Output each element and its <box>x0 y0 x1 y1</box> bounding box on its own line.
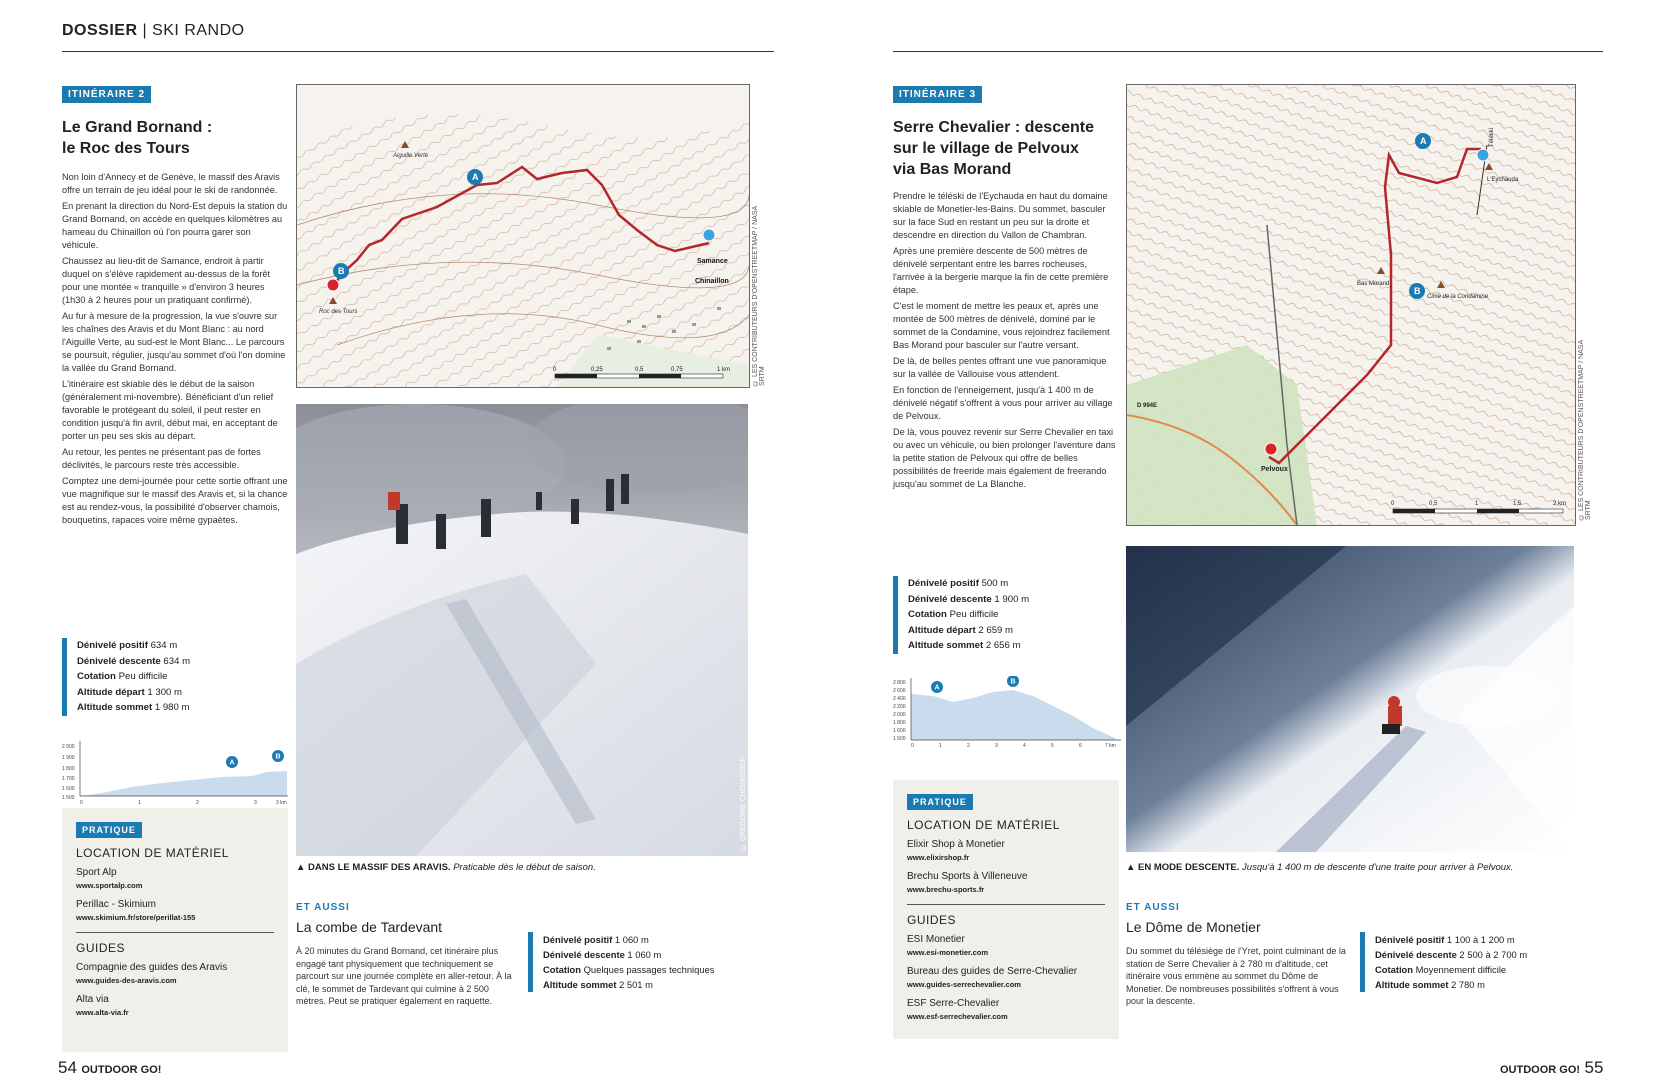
stat-row: Dénivelé positif 500 m <box>908 578 1009 589</box>
pratique-box <box>62 808 288 1052</box>
svg-text:2 000: 2 000 <box>893 712 906 718</box>
header-rule-left <box>62 51 774 52</box>
svg-text:A: A <box>229 759 235 767</box>
map-label: Aiguille Verte <box>393 153 429 159</box>
svg-text:1,5: 1,5 <box>1513 501 1522 507</box>
page-number: 54 <box>58 1058 77 1077</box>
et-aussi-stats <box>528 932 768 992</box>
photo-caption: ▲ DANS LE MASSIF DES ARAVIS. Praticable dès le début de saison. <box>296 862 596 873</box>
photo-credit: © GUILLAUME LESCA <box>1564 800 1578 850</box>
topo-map-svg <box>297 85 749 387</box>
guide-item: ESF Serre-Chevalier www.esf-serrechevalier.com <box>907 997 1105 1023</box>
guide-link[interactable]: www.guides-des-aravis.com <box>76 976 177 985</box>
title-line: sur le village de Pelvoux <box>893 140 1079 157</box>
section-header <box>62 22 245 40</box>
stat-row: Cotation Moyennement difficile <box>1375 964 1507 975</box>
et-aussi-tag: ET AUSSI <box>1126 902 1180 913</box>
stat-row: Dénivelé positif 1 100 à 1 200 m <box>1375 934 1515 945</box>
profile-x-label: 1 <box>138 800 141 804</box>
svg-text:0: 0 <box>553 367 557 373</box>
svg-text:B: B <box>1010 678 1016 686</box>
stat-row: Altitude départ 1 300 m <box>77 686 183 698</box>
svg-text:2 600: 2 600 <box>893 688 906 694</box>
svg-text:0,5: 0,5 <box>1429 501 1438 507</box>
profile-x-label: 2 <box>196 800 199 804</box>
profile-y-label: 1 500 <box>62 795 75 801</box>
svg-text:2 400: 2 400 <box>893 696 906 702</box>
page-number: 55 <box>1584 1058 1604 1077</box>
et-aussi-stats <box>1360 932 1590 992</box>
et-aussi-text: Du sommet du télésiège de l'Yret, point culminant de la station de Serre Chevalier à 2 780 m d'altitude, cet itinéraire vous emmène au sommet du Dôme de Monetier. De nombreuses possibilités s'offrent à vous pour la descente. <box>1126 946 1346 1006</box>
shop-link[interactable]: www.skimium.fr/store/perillat-155 <box>76 913 196 922</box>
et-aussi-text: À 20 minutes du Grand Bornand, cet itinéraire plus engagé tant physiquement que techniquement se parcourt sur une journée complète en aller-retour. À la clé, le sommet de Tardevant qui culmine à 2 500 mètres. Peut se pratiquer également en raquette. <box>296 946 512 1006</box>
et-aussi-title: Le Dôme de Monetier <box>1126 919 1261 935</box>
profile-y-label: 1 800 <box>62 766 75 772</box>
guide-link[interactable]: www.esi-monetier.com <box>907 948 988 957</box>
svg-text:1 800: 1 800 <box>893 720 906 726</box>
rental-item: Perillac - Skimium www.skimium.fr/store/perillat-155 <box>76 898 274 924</box>
map-label: Bas Morand <box>1357 281 1390 287</box>
et-aussi-block <box>296 902 516 1008</box>
profile-area <box>911 690 1115 740</box>
map-label: Pelvoux <box>1261 466 1288 473</box>
svg-text:A: A <box>1420 136 1427 146</box>
svg-text:4: 4 <box>1023 743 1026 748</box>
svg-text:0: 0 <box>911 743 914 748</box>
itinerary-tag: ITINÉRAIRE 3 <box>893 86 982 103</box>
stat-row: Dénivelé descente 2 500 à 2 700 m <box>1375 949 1528 960</box>
route-map <box>296 84 750 388</box>
stats-box <box>62 638 287 716</box>
stat-row: Cotation Quelques passages techniques <box>543 964 715 975</box>
et-aussi-title: La combe de Tardevant <box>296 919 443 935</box>
svg-text:1: 1 <box>939 743 942 748</box>
map-label: Roc des Tours <box>319 309 358 315</box>
brand-logo: OUTDOOR GO! <box>81 1064 162 1076</box>
svg-text:0,25: 0,25 <box>591 367 603 373</box>
svg-text:1: 1 <box>1475 501 1479 507</box>
stat-row: Altitude sommet 2 656 m <box>908 640 1021 651</box>
ski-photo <box>1126 546 1574 852</box>
paragraph: Après une première descente de 500 mètres de dénivelé serpentant entre les barres rocheuses, l'arrivée à la bergerie marque la fin de cette première étape. <box>893 246 1109 295</box>
rental-item: Sport Alp www.sportalp.com <box>76 866 274 892</box>
stat-row: Altitude sommet 2 780 m <box>1375 979 1485 990</box>
article-body <box>62 171 288 527</box>
stat-row: Altitude départ 2 659 m <box>908 624 1014 636</box>
article-title <box>893 117 1119 180</box>
triangle-icon: ▲ <box>296 862 306 873</box>
stat-row: Dénivelé positif 634 m <box>77 640 178 651</box>
guides-title: GUIDES <box>76 941 126 955</box>
stat-row: Cotation Peu difficile <box>77 671 168 682</box>
guides-title: GUIDES <box>907 913 957 927</box>
rental-item: Brechu Sports à Villeneuve www.brechu-sports.fr <box>907 870 1105 896</box>
map-label: D 994E <box>1137 403 1158 409</box>
stat-row: Altitude sommet 1 980 m <box>77 702 190 713</box>
map-label: Samance <box>697 258 728 265</box>
left-article <box>62 84 288 530</box>
brand-logo: OUTDOOR GO! <box>1500 1064 1581 1076</box>
svg-text:2 800: 2 800 <box>893 680 906 686</box>
stat-row: Dénivelé descente 634 m <box>77 655 191 667</box>
paragraph: De là, vous pouvez revenir sur Serre Chevalier en taxi ou avec un véhicule, ou bien prolonger l'aventure dans la petite station de Pelvoux qui offre de belles possibilités de freeride mais également de freerando jusqu'au sommet de La Blanche. <box>893 427 1116 489</box>
profile-y-label: 1 600 <box>62 786 75 792</box>
et-aussi-block <box>1126 902 1346 1008</box>
guide-item: Bureau des guides de Serre-Chevalier www.guides-serrechevalier.com <box>907 965 1105 991</box>
stat-row: Dénivelé descente 1 900 m <box>908 593 1030 605</box>
title-line: Serre Chevalier : descente <box>893 119 1094 136</box>
guide-link[interactable]: www.guides-serrechevalier.com <box>907 980 1021 989</box>
stats-box <box>893 576 1118 654</box>
guide-item: Alta via www.alta-via.fr <box>76 993 274 1019</box>
end-pin-icon <box>327 279 339 291</box>
photo-svg <box>1126 546 1574 852</box>
stat-row: Dénivelé positif 1 060 m <box>543 934 649 945</box>
svg-text:0: 0 <box>1391 501 1395 507</box>
svg-text:0,5: 0,5 <box>635 367 644 373</box>
page-footer-right <box>1500 1058 1603 1078</box>
map-label: Téléski <box>1489 127 1495 147</box>
svg-text:5: 5 <box>1051 743 1054 748</box>
svg-text:0,75: 0,75 <box>671 367 683 373</box>
start-pin-icon <box>703 229 715 241</box>
divider <box>76 932 274 933</box>
svg-text:1 km: 1 km <box>717 367 731 373</box>
paragraph: Au retour, les pentes ne présentant pas de fortes déclivités, le parcours reste très accessible. <box>62 447 261 470</box>
paragraph: Prendre le téléski de l'Eychauda en haut du domaine skiable de Monetier-les-Bains. Du sommet, basculer sur la face Sud en restant un peu sur la droite et descendre en direction du Vallon de Chambran. <box>893 191 1108 240</box>
shop-link[interactable]: www.elixirshop.fr <box>907 853 970 862</box>
profile-area <box>80 771 287 796</box>
svg-text:2: 2 <box>967 743 970 748</box>
svg-text:3: 3 <box>995 743 998 748</box>
paragraph: C'est le moment de mettre les peaux et, après une montée de 500 mètres de dénivelé, dominé par le sommet de la Condamine, vous rejoindrez facilement Bas Morand pour basculer sur l'autre versant. <box>893 301 1110 350</box>
photo-caption: ▲ EN MODE DESCENTE. Jusqu'à 1 400 m de descente d'une traite pour arriver à Pelvoux. <box>1126 862 1514 873</box>
route-map <box>1126 84 1576 526</box>
start-pin-icon <box>1477 149 1489 161</box>
photo-credit: © GRÉGOIRE CHEVASSIER <box>740 756 747 850</box>
paragraph: Au fur à mesure de la progression, la vue s'ouvre sur les chaînes des Aravis et du Mont Blanc : au nord l'Aiguille Verte, au sud-est le Mont Blanc... Le parcours se poursuit, régulier, jusqu'au sommet d'où l'on domine la vallée du Grand Bornand. <box>62 311 286 373</box>
shop-link[interactable]: www.brechu-sports.fr <box>907 885 985 894</box>
profile-y-label: 1 700 <box>62 776 75 782</box>
separator: | <box>142 22 148 39</box>
topo-map-svg <box>1127 85 1575 525</box>
header-rule-right <box>893 51 1603 52</box>
svg-text:1 500: 1 500 <box>893 736 906 742</box>
paragraph: En fonction de l'enneigement, jusqu'à 1 400 m de dénivelé négatif s'offrent à vous pour arriver au village de Pelvoux. <box>893 385 1113 421</box>
elevation-profile <box>893 676 1125 748</box>
map-label: Chinaillon <box>695 278 729 285</box>
profile-x-label: 3 km <box>276 800 287 804</box>
map-credit: © LES CONTRIBUTEURS D'OPENSTREETMAP / NASA SRTM <box>752 206 766 386</box>
rental-title: LOCATION DE MATÉRIEL <box>907 818 1060 832</box>
end-pin-icon <box>1265 443 1277 455</box>
guide-item: Compagnie des guides des Aravis www.guides-des-aravis.com <box>76 961 274 987</box>
shop-link[interactable]: www.sportalp.com <box>76 881 143 890</box>
itinerary-tag: ITINÉRAIRE 2 <box>62 86 151 103</box>
topic-label: SKI RANDO <box>152 22 245 39</box>
svg-text:2 km: 2 km <box>1553 501 1567 507</box>
profile-y-label: 2 000 <box>62 744 75 750</box>
profile-x-label: 0 <box>80 800 83 804</box>
svg-text:7 km: 7 km <box>1105 743 1116 748</box>
paragraph: L'itinéraire est skiable dès le début de la saison (généralement mi-novembre). Bénéficiant d'un relief favorable le protégeant du soleil, il peut rester en condition jusqu'à fin avril, début mai, en acceptant de porter un peu ses skis au départ. <box>62 379 278 441</box>
svg-text:2 200: 2 200 <box>893 704 906 710</box>
stat-row: Cotation Peu difficile <box>908 609 999 620</box>
triangle-icon: ▲ <box>1126 862 1136 873</box>
svg-text:B: B <box>338 266 345 276</box>
svg-text:A: A <box>934 684 940 692</box>
svg-text:6: 6 <box>1079 743 1082 748</box>
elevation-profile <box>62 736 290 804</box>
paragraph: En prenant la direction du Nord-Est depuis la station du Grand Bornand, on accède en quelques kilomètres au hameau du Chinaillon où l'on pourra garer son véhicule. <box>62 201 288 250</box>
map-credit: © LES CONTRIBUTEURS D'OPENSTREETMAP / NASA SRTM <box>1578 340 1592 520</box>
title-line: via Bas Morand <box>893 161 1012 178</box>
guide-item: ESI Monetier www.esi-monetier.com <box>907 933 1105 959</box>
profile-x-label: 3 <box>254 800 257 804</box>
svg-text:B: B <box>275 753 281 761</box>
section-label: DOSSIER <box>62 22 138 39</box>
profile-y-label: 1 900 <box>62 755 75 761</box>
paragraph: Non loin d'Annecy et de Genève, le massif des Aravis offre un terrain de jeu idéal pour le ski de randonnée. <box>62 172 280 195</box>
ski-photo <box>296 404 748 856</box>
pratique-tag: PRATIQUE <box>76 822 142 838</box>
paragraph: Chaussez au lieu-dit de Samance, endroit à partir duquel on s'élève rapidement au-dessus de la forêt pour une montée « tranquille » d'environ 3 heures (1h30 à 2 heures pour un pratiquant confirmé). <box>62 256 271 305</box>
rental-title: LOCATION DE MATÉRIEL <box>76 846 229 860</box>
pratique-tag: PRATIQUE <box>907 794 973 810</box>
divider <box>907 904 1105 905</box>
stat-row: Altitude sommet 2 501 m <box>543 979 653 990</box>
map-label: Cime de la Condamine <box>1427 294 1489 300</box>
paragraph: Comptez une demi-journée pour cette sortie offrant une vue magnifique sur le massif des Aravis et, si la chance est au rendez-vous, la possibilité d'observer chamois, bouquetins, rapaces voire même gypaètes. <box>62 476 288 525</box>
pratique-box <box>893 780 1119 1039</box>
rental-item: Elixir Shop à Monetier www.elixirshop.fr <box>907 838 1105 864</box>
svg-text:A: A <box>472 172 479 182</box>
article-body <box>893 190 1119 491</box>
stat-row: Dénivelé descente 1 060 m <box>543 949 662 960</box>
svg-text:1 600: 1 600 <box>893 728 906 734</box>
right-article <box>893 84 1119 494</box>
article-title <box>62 117 288 159</box>
guide-link[interactable]: www.esf-serrechevalier.com <box>907 1012 1008 1021</box>
guide-link[interactable]: www.alta-via.fr <box>76 1008 129 1017</box>
map-label: L'Eychauda <box>1487 177 1519 183</box>
paragraph: De là, de belles pentes offrant une vue panoramique sur la vallée de Vallouise vous attendent. <box>893 356 1107 379</box>
photo-svg <box>296 404 748 856</box>
page-footer-left <box>58 1058 161 1078</box>
svg-text:B: B <box>1414 286 1421 296</box>
et-aussi-tag: ET AUSSI <box>296 902 350 913</box>
title-line: le Roc des Tours <box>62 140 190 157</box>
title-line: Le Grand Bornand : <box>62 119 213 136</box>
